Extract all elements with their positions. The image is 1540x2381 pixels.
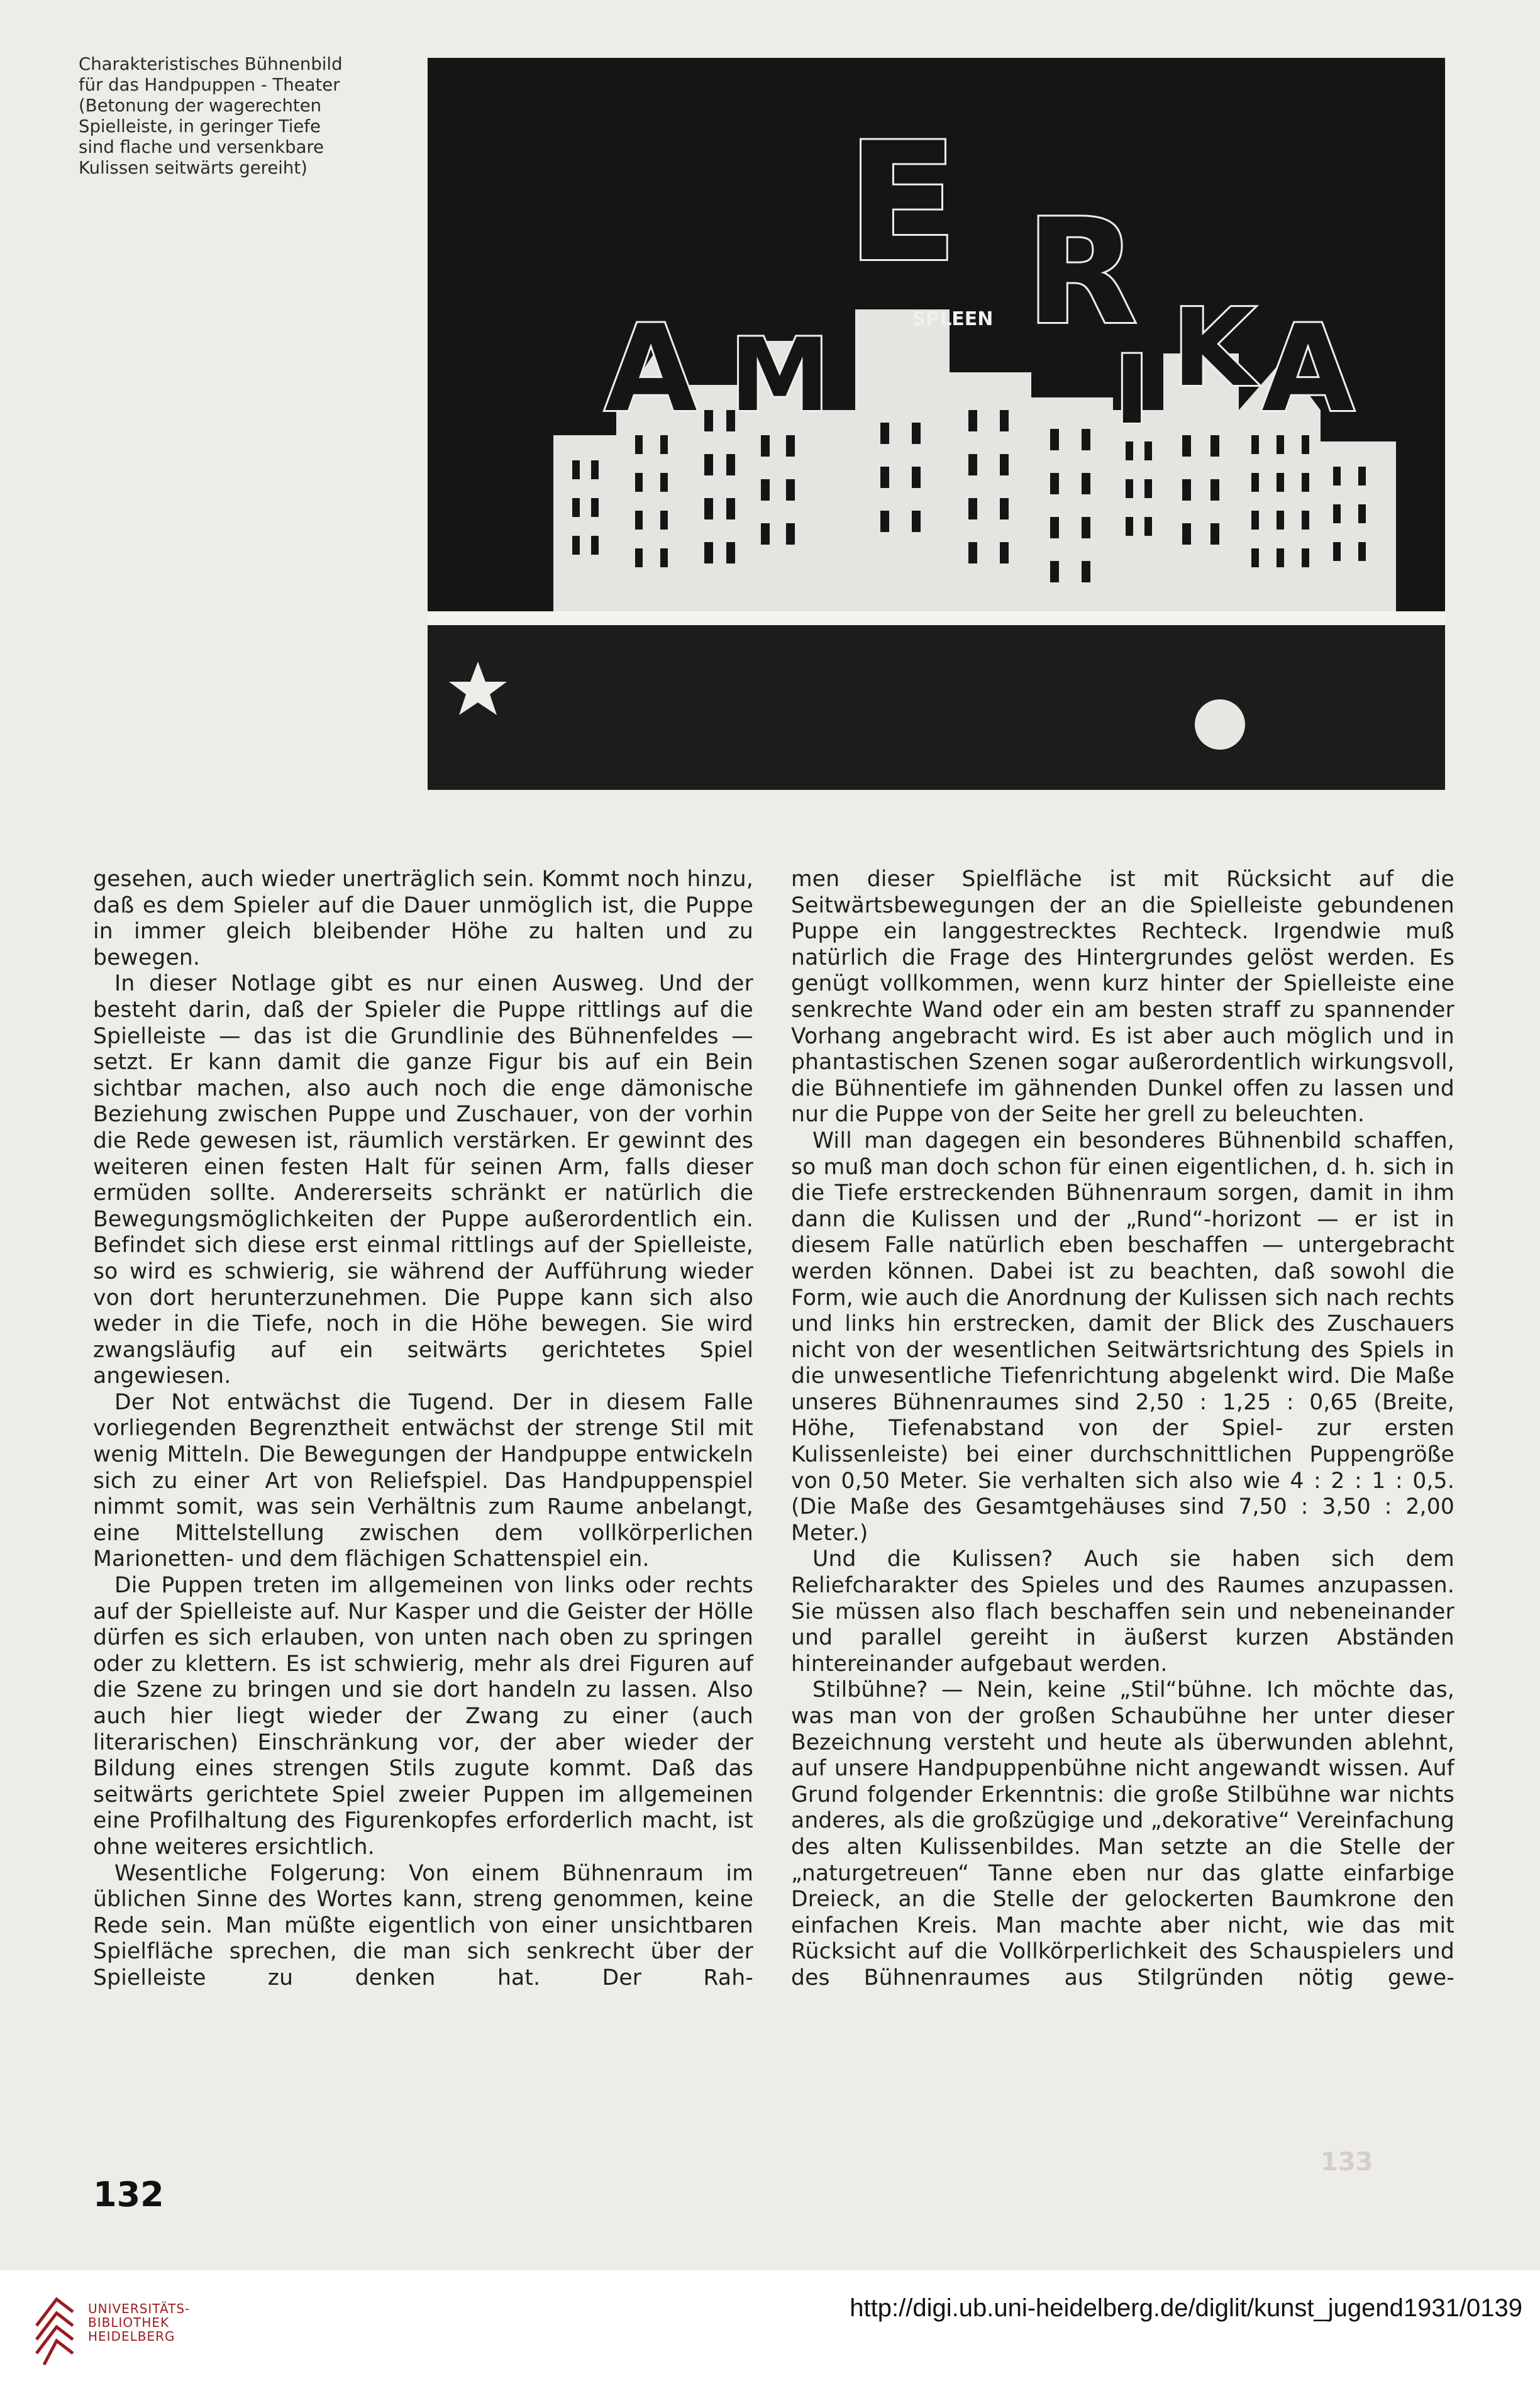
paragraph: Der Not entwächst die Tugend. Der in diesem Falle vorliegenden Begrenztheit entwächst der strenge Stil mit wenig Mitteln. Die Bewegungen der Handpuppe entwickeln sich zu einer Art von Reliefspiel. Das Handpuppenspiel nimmt somit, was sein Verhältnis zum Raume anbelangt, eine Mittelstellung zwischen dem vollkörperlichen Marionetten- und dem flächigen Schattenspiel ein. [93,1389,753,1572]
faded-page-number: 133 [1321,2148,1373,2177]
text-column-left [93,867,753,1992]
stage-letter: R [1026,189,1138,357]
paragraph: Stilbühne? — Nein, keine „Stil“bühne. Ich möchte das, was man von der großen Schaubühne her unter dieser Bezeichnung versteht und heute als überwunden ablehnt, auf unsere Handpuppenbühne nicht angewandt wissen. Auf Grund folgender Erkenntnis: die große Stilbühne war nichts anderes, als die großzügige und „dekorative“ Vereinfachung des alten Kulissenbildes. Man setzte an die Stelle der „naturgetreuen“ Tanne eben nur das glatte einfarbige Dreieck, an die Stelle der gelockerten Baumkrone den einfachen Kreis. Man machte aber nicht, wie das mit Rücksicht auf die Vollkörperlichkeit des Schauspielers und des Bühnenraumes aus Stilgründen nötig gewe- [791,1677,1454,1990]
paragraph: Die Puppen treten im allgemeinen von links oder rechts auf der Spielleiste auf. Nur Kasper und die Geister der Hölle dürfen es sich erlauben, von unten nach oben zu springen oder zu klettern. Es ist schwierig, mehr als drei Figuren auf die Szene zu bringen und sie dort handeln zu lassen. Also auch hier liegt wieder der Zwang zu einer (auch literarischen) Einschränkung vor, der aber wieder der Bildung eines strengen Stils zugute kommt. Daß das seitwärts gerichtete Spiel zweier Puppen im allgemeinen eine Profilhaltung des Figurenkopfes erforderlich macht, ist ohne weiteres ersichtlich. [93,1573,753,1860]
spleen-sign: SPLEEN [912,308,994,330]
stage-letter: M [729,316,830,434]
library-name [88,2302,190,2343]
page-number: 132 [93,2175,164,2214]
caption-line: Kulissen seitwärts gereiht) [79,158,307,178]
figure-caption [79,54,380,179]
source-url-link[interactable]: http://digi.ub.uni-heidelberg.de/diglit/kunst_jugend1931/0139 [850,2294,1522,2322]
stage-letter: K [1172,286,1255,411]
caption-line: für das Handpuppen - Theater [79,75,340,95]
paragraph: Wesentliche Folgerung: Von einem Bühnenraum im üblichen Sinne des Wortes kann, streng genommen, keine Rede sein. Man müßte eigentlich von einer unsichtbaren Spielfläche sprechen, die man sich senkrecht über der Spielleiste zu denken hat. Der Rah- [93,1860,753,1990]
library-name-line: HEIDELBERG [88,2329,175,2344]
paragraph: gesehen, auch wieder unerträglich sein. Kommt noch hinzu, daß es dem Spieler auf die Dauer unmöglich ist, die Puppe in immer gleich bleibender Höhe zu halten und zu bewegen. [93,867,753,970]
footer-bar [0,2270,1540,2381]
stage-set-photo [428,58,1445,790]
paragraph: men dieser Spielfläche ist mit Rücksicht auf die Seitwärtsbewegungen der an die Spielleiste gebundenen Puppe ein langgestrecktes Rechteck. Irgendwie muß natürlich die Frage des Hintergrundes gelöst werden. Es genügt vollkommen, wenn kurz hinter der Spielleiste eine senkrechte Wand oder ein am besten straff zu spannender Vorhang angebracht wird. Es ist aber auch möglich und in phantastischen Szenen sogar außerordentlich wirkungsvoll, die Bühnentiefe im gähnenden Dunkel offen zu lassen und nur die Puppe von der Seite her grell zu beleuchten. [791,867,1454,1128]
caption-line: (Betonung der wagerechten [79,96,322,116]
stage-letter: A [604,299,697,438]
caption-line: Spielleiste, in geringer Tiefe [79,116,321,136]
stage-letter: I [1114,336,1149,445]
paragraph: Will man dagegen ein besonderes Bühnenbild schaffen, so muß man doch schon für einen eigentlichen, d. h. sich in die Tiefe erstreckenden Bühnenraum sorgen, damit in ihm dann die Kulissen und der „Rund“-horizont — er ist in diesem Falle natürlich eben beschaffen — untergebracht werden können. Dabei ist zu beachten, daß sowohl die Form, wie auch die Anordnung der Kulissen sich nach rechts und links hin erstrecken, damit der Blick des Zuschauers nicht von der wesentlichen Seitwärtsrichtung des Spiels in die unwesentliche Tiefenrichtung abgelenkt wird. Die Maße unseres Bühnenraumes sind 2,50 : 1,25 : 0,65 (Breite, Höhe, Tiefenabstand von der Spiel- zur ersten Kulissenleiste) bei einer durchschnittlichen Puppengröße von 0,50 Meter. Sie verhalten sich also wie 4 : 2 : 1 : 0,5. (Die Maße des Gesamtgehäuses sind 7,50 : 3,50 : 2,00 Meter.) [791,1128,1454,1546]
stage-letter: E [846,108,958,298]
library-name-line: BIBLIOTHEK [88,2315,170,2330]
caption-line: sind flache und versenkbare [79,137,324,157]
moon-shape [1195,699,1245,750]
text-column-right [791,867,1454,1992]
stage-letter: A [1261,299,1354,438]
caption-line: Charakteristisches Bühnenbild [79,54,343,74]
paragraph: In dieser Notlage gibt es nur einen Ausweg. Und der besteht darin, daß der Spieler die Puppe rittlings auf die Spielleiste — das ist die Grundlinie des Bühnenfeldes — setzt. Er kann damit die ganze Figur bis auf ein Bein sichtbar machen, also auch noch die enge dämonische Beziehung zwischen Puppe und Zuschauer, von der vorhin die Rede gewesen ist, räumlich verstärken. Er gewinnt des weiteren einen festen Halt für seinen Arm, falls dieser ermüden sollte. Andererseits schränkt er natürlich die Bewegungsmöglichkeiten der Puppe außerordentlich ein. Befindet sich diese erst einmal rittlings auf der Spielleiste, so wird es schwierig, sie während der Aufführung wieder von dort herunterzunehmen. Die Puppe kann sich also weder in die Tiefe, noch in die Höhe bewegen. Sie wird zwangsläufig auf ein seitwärts gerichtetes Spiel angewiesen. [93,971,753,1389]
paragraph: Und die Kulissen? Auch sie haben sich dem Reliefcharakter des Spieles und des Raumes anzupassen. Sie müssen also flach beschaffen sein und nebeneinander und parallel gereiht in äußerst kurzen Abständen hintereinander aufgebaut werden. [791,1546,1454,1677]
library-logo-icon [31,2282,78,2370]
library-name-line: UNIVERSITÄTS- [88,2301,191,2316]
